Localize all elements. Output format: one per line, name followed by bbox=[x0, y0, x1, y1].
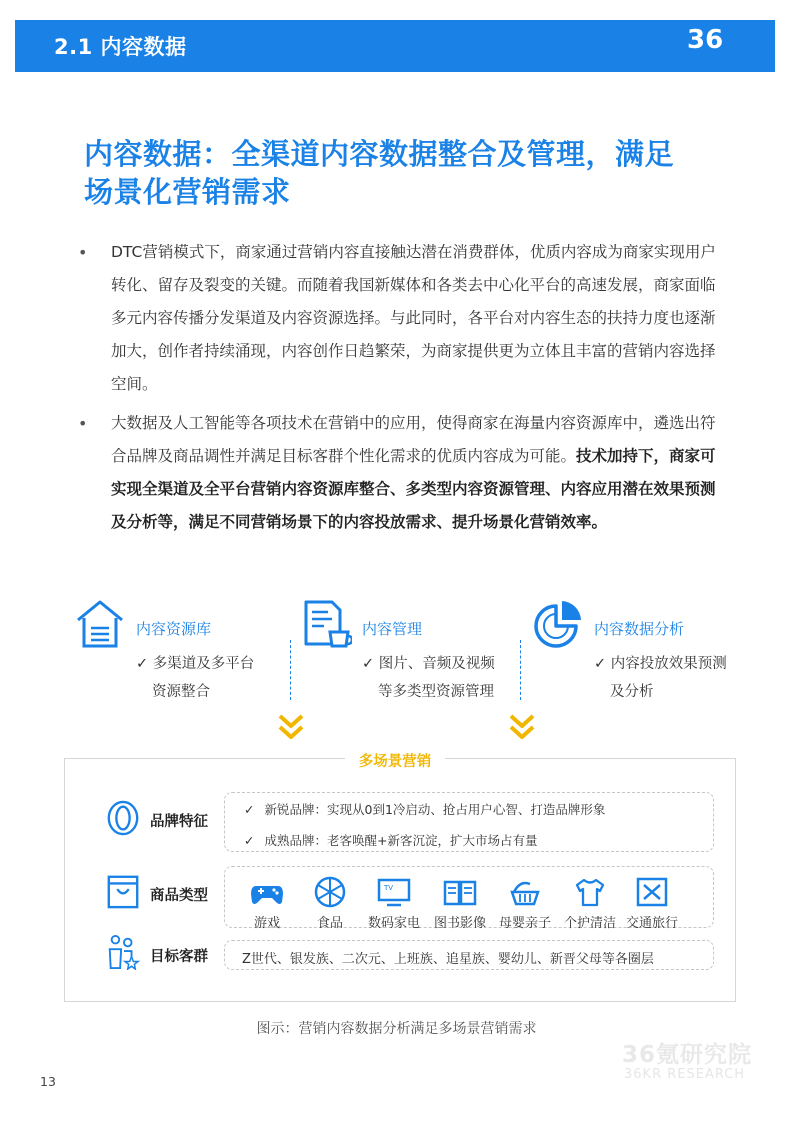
baby-basket-icon bbox=[508, 876, 542, 908]
category-item bbox=[298, 876, 362, 931]
feature-desc bbox=[136, 650, 254, 706]
watermark-title: 36氪研究院 bbox=[622, 1042, 753, 1068]
brand-item bbox=[244, 800, 605, 818]
feature-title: 内容管理 bbox=[362, 620, 423, 638]
scenario-title: 多场景营销 bbox=[358, 754, 432, 770]
shopping-bag-icon bbox=[106, 873, 140, 909]
book-icon bbox=[443, 876, 477, 908]
category-label: 数码家电 bbox=[367, 916, 420, 931]
bullet-item bbox=[78, 407, 718, 539]
brand-label: 品牌特征 bbox=[150, 814, 208, 830]
tv-icon bbox=[377, 876, 411, 908]
category-label: 个护清洁 bbox=[563, 916, 616, 931]
divider bbox=[290, 640, 291, 700]
bullet-text: DTC营销模式下，商家通过营销内容直接触达潜在消费群体，优质内容成为商家实现用户转化、留存及裂变的关键。而随着我国新媒体和各类去中心化平台的高速发展，商家面临多元内容传播分发渠道及内容资源选择。与此同时，各平台对内容生态的扶持力度也逐渐加大，创作者持续涌现，内容创作日趋繁荣，为商家提供更为立体且丰富的营销内容选择空间。 bbox=[111, 243, 716, 393]
shirt-icon bbox=[573, 876, 607, 908]
feature-desc-line: 等多类型资源管理 bbox=[378, 684, 494, 700]
category-label: 交通旅行 bbox=[625, 916, 678, 931]
bullet-list bbox=[78, 236, 718, 545]
category-item bbox=[235, 876, 299, 931]
double-chevron-down-icon bbox=[276, 712, 306, 742]
feature-desc-line: 及分析 bbox=[610, 684, 654, 700]
feature-desc bbox=[594, 650, 727, 706]
headline-line-2: 场景化营销需求 bbox=[84, 175, 291, 209]
check-icon: ✓ bbox=[244, 833, 255, 848]
document-cup-icon bbox=[300, 598, 352, 650]
feature-desc-line: ✓ 内容投放效果预测 bbox=[594, 656, 727, 672]
category-label: 游戏 bbox=[253, 916, 280, 931]
pie-chart-icon bbox=[532, 598, 584, 650]
gamepad-icon bbox=[250, 876, 284, 908]
bullet-dot: • bbox=[78, 243, 88, 262]
category-label: 食品 bbox=[316, 916, 343, 931]
headline-line-1: 内容数据：全渠道内容数据整合及管理，满足 bbox=[84, 137, 675, 171]
brand-item bbox=[244, 831, 537, 849]
double-chevron-down-icon bbox=[507, 712, 537, 742]
watermark-subtitle: 36KR RESEARCH bbox=[624, 1067, 746, 1082]
house-icon bbox=[74, 598, 126, 650]
zero-icon bbox=[106, 800, 140, 836]
feature-desc bbox=[362, 650, 495, 706]
feature-desc-line: ✓ 多渠道及多平台 bbox=[136, 656, 255, 672]
headline bbox=[84, 135, 724, 211]
bullet-bold-text: 技术加持下，商家可实现全渠道及全平台营销内容资源库整合、多类型内容资源管理、内容应用潜在效果预测及分析等，满足不同营销场景下的内容投放需求、提升场景化营销效率。 bbox=[111, 447, 716, 531]
category-item bbox=[428, 876, 492, 931]
bullet-dot: • bbox=[78, 414, 88, 433]
brand-item-text: 新锐品牌：实现从0到1冷启动、抢占用户心智、打造品牌形象 bbox=[264, 802, 606, 817]
people-icon bbox=[106, 934, 140, 970]
feature-title: 内容数据分析 bbox=[594, 620, 685, 638]
category-item bbox=[362, 876, 426, 931]
ticket-icon bbox=[635, 876, 669, 908]
product-label: 商品类型 bbox=[150, 888, 208, 904]
feature-desc-line: 资源整合 bbox=[152, 684, 210, 700]
category-item bbox=[558, 876, 622, 931]
category-label: 母婴亲子 bbox=[498, 916, 551, 931]
category-item bbox=[493, 876, 557, 931]
36kr-logo bbox=[685, 18, 780, 72]
category-label: 图书影像 bbox=[433, 916, 486, 931]
category-item bbox=[620, 876, 684, 931]
target-text: Z世代、银发族、二次元、上班族、追星族、婴幼儿、新晋父母等各圈层 bbox=[242, 952, 654, 967]
bullet-text: 大数据及人工智能等各项技术在营销中的应用，使得商家在海量内容资源库中，遴选出符合品牌及商品调性并满足目标客群个性化需求的优质内容成为可能。 bbox=[111, 414, 716, 465]
section-title: 2.1 内容数据 bbox=[54, 35, 187, 59]
feature-title: 内容资源库 bbox=[136, 620, 212, 638]
svg-text:TV: TV bbox=[384, 884, 394, 892]
bullet-item bbox=[78, 236, 718, 401]
check-icon: ✓ bbox=[244, 802, 255, 817]
pizza-icon bbox=[313, 876, 347, 908]
figure-caption: 图示：营销内容数据分析满足多场景营销需求 bbox=[256, 1021, 537, 1037]
page-number: 13 bbox=[40, 1074, 56, 1089]
divider bbox=[520, 640, 521, 700]
brand-item-text: 成熟品牌：老客唤醒+新客沉淀，扩大市场占有量 bbox=[264, 833, 538, 848]
feature-desc-line: ✓ 图片、音频及视频 bbox=[362, 656, 495, 672]
target-label: 目标客群 bbox=[150, 949, 208, 965]
svg-text:36: 36 bbox=[687, 25, 724, 55]
